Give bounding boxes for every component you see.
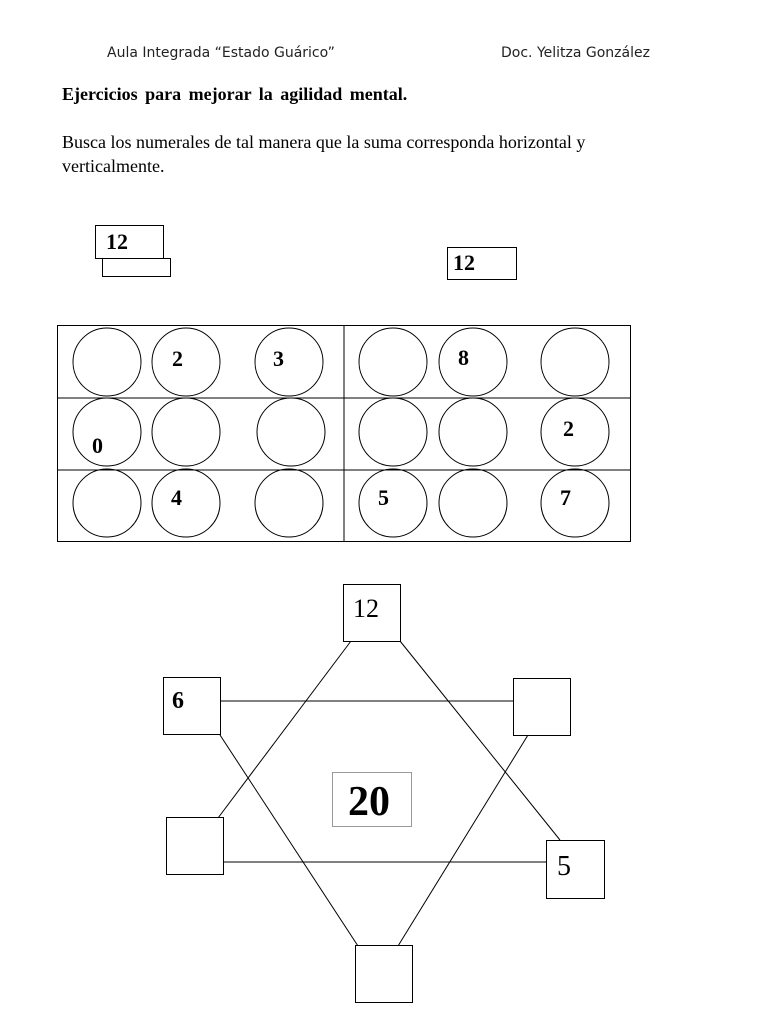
star-line bbox=[220, 735, 358, 946]
star-value-upper-left: 6 bbox=[172, 688, 184, 714]
circle-cell[interactable] bbox=[152, 469, 220, 537]
circle-number: 2 bbox=[563, 416, 574, 441]
circle-cell[interactable] bbox=[73, 328, 141, 396]
circle-cell[interactable] bbox=[152, 328, 220, 396]
circle-number: 4 bbox=[171, 485, 182, 510]
star-line bbox=[398, 735, 528, 946]
star-box-bottom[interactable] bbox=[356, 946, 413, 1003]
instructions: Busca los numerales de tal manera que la suma corresponda horizontal y verticalmente. bbox=[62, 132, 586, 176]
circle-number: 8 bbox=[458, 345, 469, 370]
school-name: Aula Integrada “Estado Guárico” bbox=[107, 45, 335, 61]
circle-cell[interactable] bbox=[152, 398, 220, 466]
circle-cell[interactable] bbox=[359, 469, 427, 537]
circle-number: 7 bbox=[560, 485, 571, 510]
circle-number: 0 bbox=[92, 433, 103, 458]
star-value-top: 12 bbox=[353, 594, 379, 623]
circle-cell[interactable] bbox=[255, 469, 323, 537]
circle-cell[interactable] bbox=[359, 398, 427, 466]
circle-cell[interactable] bbox=[541, 328, 609, 396]
circle-cell[interactable] bbox=[257, 398, 325, 466]
teacher-name: Doc. Yelitza González bbox=[501, 45, 650, 61]
circle-cell[interactable] bbox=[359, 328, 427, 396]
star-line bbox=[400, 641, 560, 840]
star-line bbox=[218, 641, 351, 818]
circle-cell[interactable] bbox=[439, 469, 507, 537]
star-box-lower-right[interactable] bbox=[547, 841, 605, 899]
star-box-lower-left[interactable] bbox=[167, 818, 224, 875]
circle-cell[interactable] bbox=[439, 398, 507, 466]
star-box-upper-right[interactable] bbox=[514, 679, 571, 736]
circle-number: 3 bbox=[273, 346, 284, 371]
circle-number: 5 bbox=[378, 485, 389, 510]
target-right-value: 12 bbox=[453, 250, 475, 275]
circle-cell[interactable] bbox=[73, 398, 141, 466]
star-value-lower-right: 5 bbox=[557, 851, 571, 882]
page-title: Ejercicios para mejorar la agilidad mental. bbox=[62, 84, 408, 104]
circle-cell[interactable] bbox=[541, 398, 609, 466]
circle-cell[interactable] bbox=[73, 469, 141, 537]
circle-number: 2 bbox=[172, 346, 183, 371]
center-total-value: 20 bbox=[348, 779, 390, 825]
circle-cell[interactable] bbox=[541, 469, 609, 537]
target-left-value: 12 bbox=[106, 229, 128, 254]
circle-cell[interactable] bbox=[255, 328, 323, 396]
circle-cell[interactable] bbox=[439, 328, 507, 396]
